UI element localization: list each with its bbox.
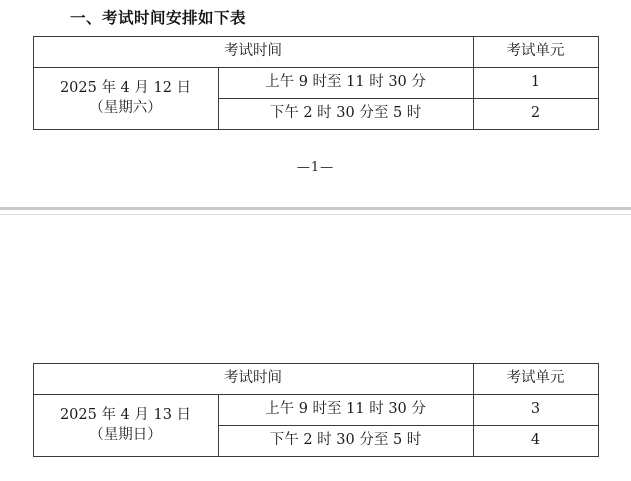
exam-time-cell: 下午 2 时 30 分至 5 时 xyxy=(218,426,473,457)
exam-date-line2: （星期日） xyxy=(89,426,162,443)
exam-unit-cell: 1 xyxy=(473,68,598,99)
exam-time-cell: 上午 9 时至 11 时 30 分 xyxy=(218,395,473,426)
exam-time-cell: 下午 2 时 30 分至 5 时 xyxy=(218,99,473,130)
exam-time-cell: 上午 9 时至 11 时 30 分 xyxy=(218,68,473,99)
table-header-row xyxy=(33,37,598,68)
exam-date-line1: 2025 年 4 月 12 日 xyxy=(59,79,192,96)
exam-date-cell xyxy=(33,395,218,457)
exam-schedule-table-one xyxy=(33,36,599,130)
column-header-time: 考试时间 xyxy=(33,364,473,395)
page-separator-thin-rule xyxy=(0,214,631,215)
column-header-time: 考试时间 xyxy=(33,37,473,68)
document-page-two xyxy=(0,233,631,457)
column-header-unit: 考试单元 xyxy=(473,37,598,68)
exam-schedule-table-two xyxy=(33,363,599,457)
exam-date-line2: （星期六） xyxy=(89,99,162,116)
exam-unit-cell: 4 xyxy=(473,426,598,457)
exam-date-line1: 2025 年 4 月 13 日 xyxy=(59,406,192,423)
page-number-footer: —1— xyxy=(296,160,335,175)
exam-unit-cell: 3 xyxy=(473,395,598,426)
column-header-unit: 考试单元 xyxy=(473,364,598,395)
table-row xyxy=(33,395,598,426)
exam-unit-cell: 2 xyxy=(473,99,598,130)
exam-date-cell xyxy=(33,68,218,130)
page-separator-thick-rule xyxy=(0,207,631,210)
document-page-one xyxy=(0,0,631,175)
page-title: 一、考试时间安排如下表 xyxy=(70,9,247,27)
page-separator xyxy=(0,207,631,233)
table-header-row xyxy=(33,364,598,395)
table-row xyxy=(33,68,598,99)
